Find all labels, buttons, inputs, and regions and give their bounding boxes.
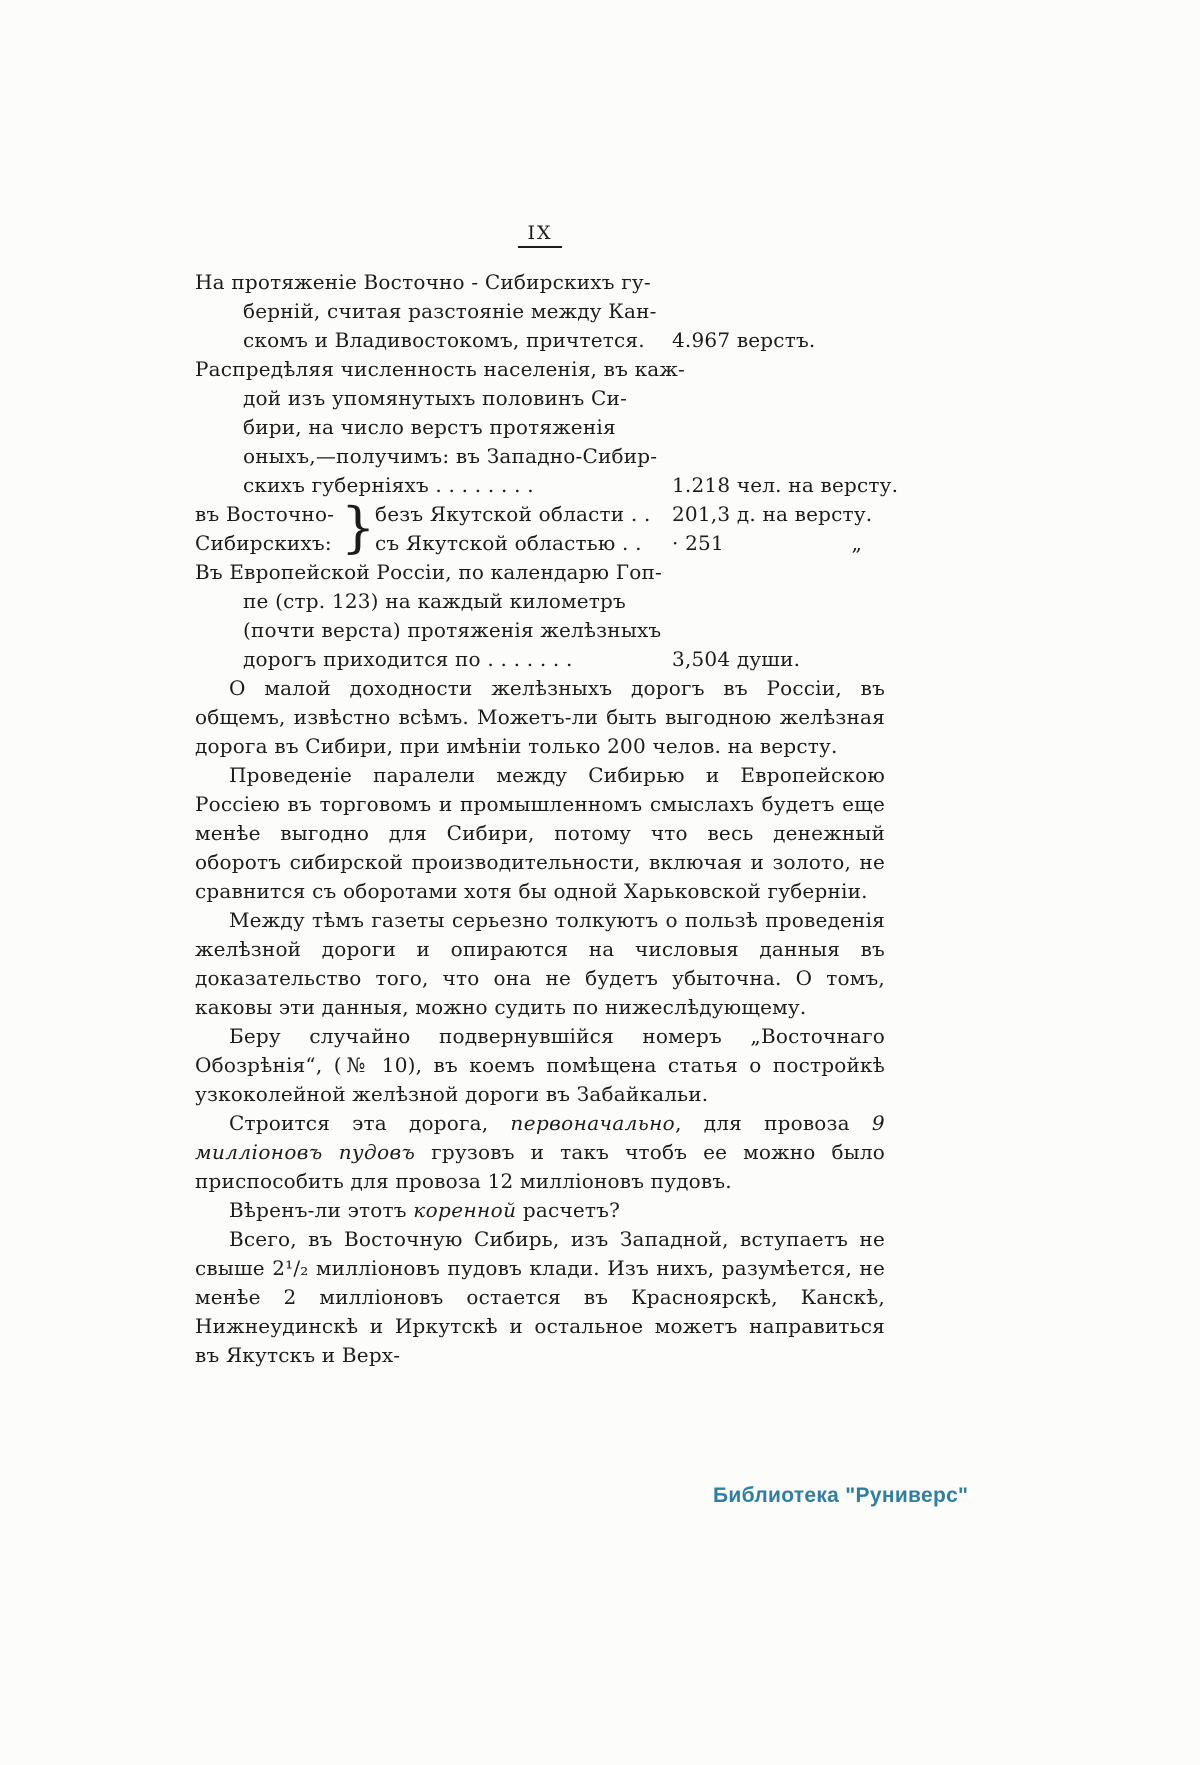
- stat-text: скомъ и Владивостокомъ, причтется.: [243, 328, 645, 352]
- paragraph: [195, 674, 885, 761]
- stat-value-text: 1.218 чел. на версту.: [672, 473, 899, 497]
- text-run: грузовъ и такъ чтобъ ее можно было приспособить для провоза 12 милліоновъ пудовъ.: [195, 1140, 885, 1193]
- stat-text: дорогъ приходится по . . . . . . .: [243, 647, 573, 671]
- text-run: Строится эта дорога,: [229, 1111, 511, 1135]
- stat-text: бири, на число верстъ протяженія: [243, 415, 616, 439]
- stat-text: оныхъ,—получимъ: въ Западно-Сибир-: [243, 444, 658, 468]
- stat-text: пе (стр. 123) на каждый километръ: [243, 589, 626, 613]
- stat-text: Въ Европейской Россіи, по календарю Гоп-: [195, 560, 662, 584]
- stat-text: безъ Якутской области . .: [375, 502, 651, 526]
- brace-right-lines: [375, 500, 885, 558]
- brace-left-line: въ Восточно-: [195, 502, 335, 526]
- stat-line: [195, 442, 885, 471]
- paragraph: [195, 1022, 885, 1109]
- stat-value: [672, 326, 862, 355]
- text-run: расчетъ?: [516, 1198, 621, 1222]
- stat-text: скихъ губерніяхъ . . . . . . . .: [243, 473, 534, 497]
- brace-group: [195, 496, 885, 559]
- stat-value-text: 201,3 д. на версту.: [672, 502, 873, 526]
- stat-line: [195, 413, 885, 442]
- curly-brace-icon: }: [341, 496, 376, 559]
- page-number-text: IX: [518, 222, 561, 248]
- text-run: Всего, въ Восточную Сибирь, изъ Западной, вступаетъ не свыше 2¹/₂ милліоновъ пудовъ клади. Изъ нихъ, разумѣется, не менѣе 2 милліоновъ остается въ Красноярскѣ, Канскѣ, Нижнеудинскѣ и Иркутскѣ и остальное можетъ направиться въ Якутскъ и Верх-: [195, 1227, 885, 1367]
- stat-text: На протяженіе Восточно - Сибирскихъ гу-: [195, 270, 651, 294]
- text-run: Вѣренъ-ли этотъ: [229, 1198, 414, 1222]
- italic-text-run: 9 милліоновъ пудовъ: [195, 1111, 885, 1164]
- paragraph: [195, 1225, 885, 1370]
- stat-line: [195, 616, 885, 645]
- stat-text: берній, считая разстояніе между Кан-: [243, 299, 657, 323]
- stat-value: [672, 529, 862, 558]
- ditto-mark: „: [851, 531, 862, 555]
- stat-value-text: 3,504 души.: [672, 647, 801, 671]
- italic-text-run: коренной: [413, 1198, 517, 1222]
- stat-value-text: 4.967 верстъ.: [672, 328, 816, 352]
- stat-value-text: · 251: [672, 531, 724, 555]
- stat-line: [375, 529, 885, 558]
- text-run: Между тѣмъ газеты серьезно толкуютъ о пользѣ проведенія желѣзной дороги и опираются на числовыя данныя въ доказательство того, что она не будетъ убыточна. О томъ, каковы эти данныя, можно судить по нижеслѣдующему.: [195, 908, 885, 1019]
- stat-value: [672, 471, 899, 500]
- page-number: [195, 222, 885, 248]
- stat-line: [195, 587, 885, 616]
- stat-line: [195, 297, 885, 326]
- text-run: Беру случайно подвернувшійся номеръ „Восточнаго Обозрѣнія“, (№ 10), въ коемъ помѣщена статья о постройкѣ узкоколейной желѣзной дороги въ Забайкальи.: [195, 1024, 885, 1106]
- paragraph: [195, 1196, 885, 1225]
- stat-text: съ Якутской областью . .: [375, 531, 642, 555]
- stat-line: [195, 268, 885, 297]
- stat-text: (почти верста) протяженія желѣзныхъ: [243, 618, 662, 642]
- text-run: Проведеніе паралели между Сибирью и Европейскою Россіею въ торговомъ и промышленномъ смыслахъ будетъ еще менѣе выгодно для Сибири, потому что весь денежный оборотъ сибирской производительности, включая и золото, не сравнится съ оборотами хотя бы одной Харьковской губерніи.: [195, 763, 885, 903]
- library-watermark: Библиотека "Руниверс": [713, 1484, 969, 1507]
- stat-text: Распредѣляя численность населенія, въ каж-: [195, 357, 685, 381]
- text-run: О малой доходности желѣзныхъ дорогъ въ Россіи, въ общемъ, извѣстно всѣмъ. Можетъ-ли быть выгодною желѣзная дорога въ Сибири, при имѣніи только 200 челов. на версту.: [195, 676, 885, 758]
- brace-left-line: Сибирскихъ:: [195, 531, 332, 555]
- paragraphs-section: [195, 674, 885, 1370]
- paragraph: [195, 906, 885, 1022]
- stat-line: [195, 645, 885, 674]
- stat-line: [195, 471, 899, 500]
- italic-text-run: первоначально: [510, 1111, 676, 1135]
- stat-line: [375, 500, 885, 529]
- stat-line: [195, 558, 885, 587]
- text-block: [195, 268, 899, 1370]
- statistics-section: [195, 268, 899, 674]
- stat-value: [672, 645, 862, 674]
- paragraph: [195, 761, 885, 906]
- stat-line: [195, 384, 885, 413]
- stat-value: [672, 500, 873, 529]
- stat-line: [195, 326, 885, 355]
- text-run: , для провоза: [675, 1111, 872, 1135]
- stat-text: дой изъ упомянутыхъ половинъ Си-: [243, 386, 628, 410]
- stat-line: [195, 355, 885, 384]
- paragraph: [195, 1109, 885, 1196]
